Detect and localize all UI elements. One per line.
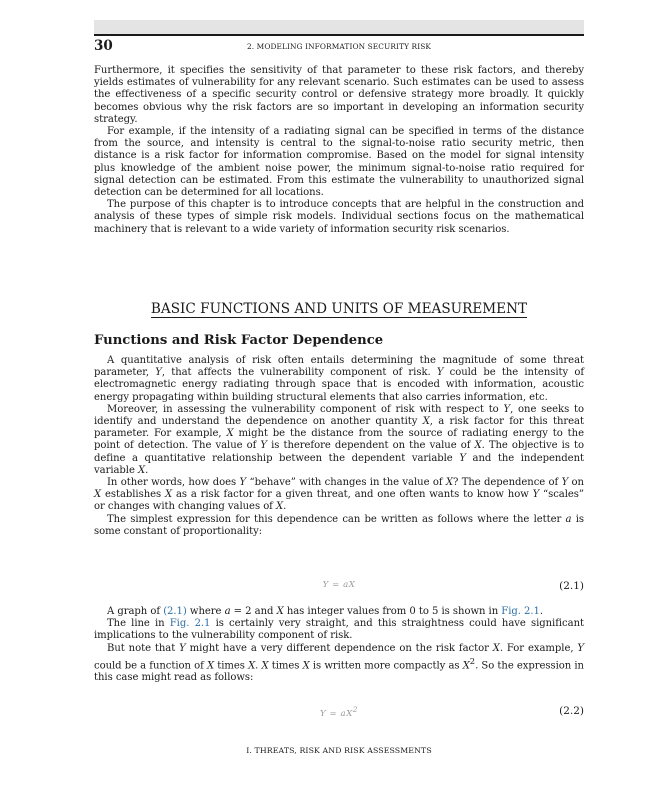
equation-2-1 [94, 580, 584, 594]
equation-2-2-formula: $Y = aX^2$ [320, 705, 358, 719]
figure-reference-link[interactable]: Fig. 2.1 [501, 606, 540, 617]
equation-2-2 [94, 705, 584, 719]
section-paragraph-5: A graph of (2.1) where a = 2 and X has integer values from 0 to 5 is shown in Fig. 2.1. [107, 606, 544, 617]
running-head: 2. MODELING INFORMATION SECURITY RISK [246, 42, 431, 51]
page-footer: I. THREATS, RISK AND RISK ASSESSMENTS [246, 746, 432, 755]
section-paragraph-2: Moreover, in assessing the vulnerability component of risk with respect to Y, one seeks to identify and understand the dependence on another quantity X, a risk factor for this threat parameter. For example, X might be the distance from the source of radiating energy to the point of detection. The value of Y is therefore dependent on the value of X. The objective is to define a quantitative relationship between the dependent variable Y and the independent variable X. [94, 403, 584, 476]
intro-paragraph-2: For example, if the intensity of a radiating signal can be specified in terms of the distance from the source, and intensity is central to the signal-to-noise ratio security metric, then distance is a risk factor for information compromise. Based on the model for signal intensity plus knowledge of the ambient noise power, the minimum signal-to-noise ratio required for signal detection can be estimated. From this estimate the vulnerability to unauthorized signal detection can be determined for all locations. [94, 126, 584, 199]
intro-block [94, 65, 584, 236]
section-paragraph-1: A quantitative analysis of risk often entails determining the magnitude of some threat parameter, Y, that affects the vulnerability component of risk. Y could be the intensity of electromagnetic energy radiating through space that is encoded with information, acoustic energy propagating within building structural elements that also carries information, etc. [94, 355, 584, 403]
intro-paragraph-1: Furthermore, it specifies the sensitivity of that parameter to these risk factors, and thereby yields estimates of vulnerability for any relevant scenario. Such estimates can be used to assess the effectiveness of a specific security control or defensive strategy more broadly. It quickly becomes obvious why the risk factors are so important in developing an information security strategy. [94, 65, 584, 125]
section-paragraph-7: But note that Y might have a very different dependence on the risk factor X. For example, Y could be a function of X times X. X times X is written more compactly as $X^2$. So the expression in this case might read as follows: [94, 642, 585, 684]
section-paragraph-6: The line in Fig. 2.1 is certainly very straight, and this straightness could have significant implications to the vulnerability component of risk. [94, 618, 584, 642]
equation-2-1-number: (2.1) [559, 580, 584, 592]
subsection-heading: Functions and Risk Factor Dependence [94, 333, 384, 348]
section-heading-text: BASIC FUNCTIONS AND UNITS OF MEASUREMENT [150, 301, 528, 317]
section-heading [94, 301, 584, 318]
section-paragraph-4: The simplest expression for this dependence can be written as follows where the letter a is some constant of proportionality: [94, 513, 584, 537]
section-body-bottom [94, 606, 584, 685]
header-band [94, 20, 584, 34]
page-number: 30 [94, 38, 113, 54]
header-rule [94, 34, 584, 36]
section-body-top [94, 355, 584, 538]
equation-2-2-number: (2.2) [559, 705, 584, 717]
intro-paragraph-3: The purpose of this chapter is to introduce concepts that are helpful in the construction and analysis of these types of simple risk models. Individual sections focus on the mathematical machinery that is relevant to a wide variety of information security risk scenarios. [94, 199, 584, 235]
section-paragraph-3: In other words, how does Y “behave” with changes in the value of X? The dependence of Y on X establishes X as a risk factor for a given threat, and one often wants to know how Y “scales” or changes with changing values of X. [94, 477, 584, 513]
equation-2-1-formula: Y = aX [322, 580, 356, 590]
equation-reference-link[interactable]: (2.1) [163, 606, 187, 617]
figure-reference-link[interactable]: Fig. 2.1 [169, 618, 211, 630]
